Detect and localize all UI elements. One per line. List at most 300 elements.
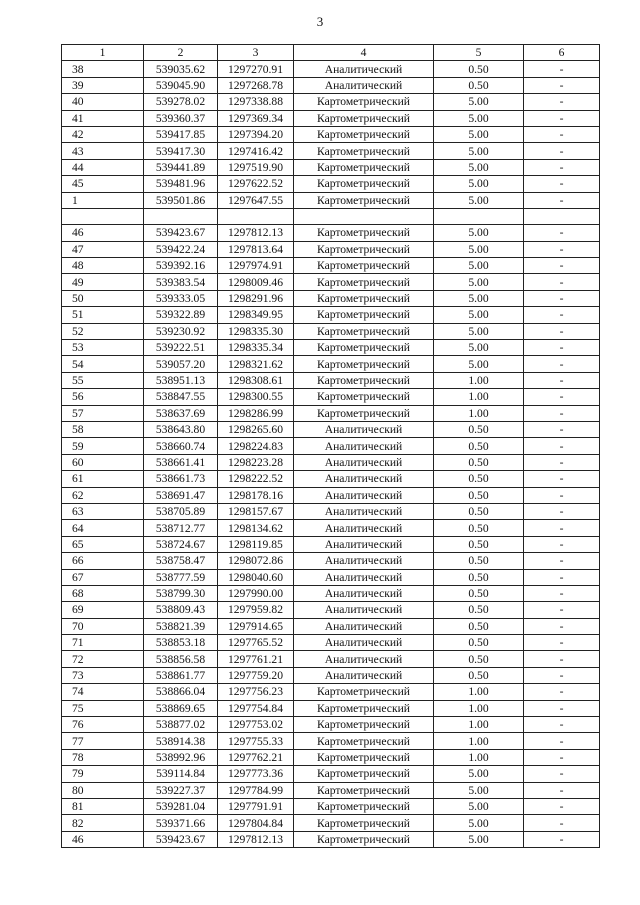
table-row	[62, 405, 600, 421]
note-cell: -	[524, 241, 600, 257]
point-number-cell: 78	[62, 749, 144, 765]
y-coordinate-cell: 1297369.34	[218, 110, 294, 126]
point-number-cell: 75	[62, 700, 144, 716]
note-cell: -	[524, 766, 600, 782]
point-number-cell: 74	[62, 684, 144, 700]
table-row	[62, 290, 600, 306]
accuracy-cell: 5.00	[434, 766, 524, 782]
accuracy-cell: 5.00	[434, 143, 524, 159]
point-number-cell: 62	[62, 487, 144, 503]
point-number-cell: 43	[62, 143, 144, 159]
note-cell: -	[524, 405, 600, 421]
point-number-cell: 57	[62, 405, 144, 421]
method-cell: Картометрический	[294, 290, 434, 306]
x-coordinate-cell: 539417.30	[144, 143, 218, 159]
method-cell: Картометрический	[294, 733, 434, 749]
method-cell: Картометрический	[294, 831, 434, 847]
point-number-cell: 72	[62, 651, 144, 667]
note-cell: -	[524, 717, 600, 733]
x-coordinate-cell: 539035.62	[144, 61, 218, 77]
point-number-cell: 53	[62, 340, 144, 356]
accuracy-cell: 0.50	[434, 61, 524, 77]
method-cell: Аналитический	[294, 667, 434, 683]
accuracy-cell: 5.00	[434, 340, 524, 356]
method-cell: Картометрический	[294, 143, 434, 159]
note-cell: -	[524, 667, 600, 683]
point-number-cell: 54	[62, 356, 144, 372]
accuracy-cell: 5.00	[434, 307, 524, 323]
accuracy-cell: 1.00	[434, 700, 524, 716]
y-coordinate-cell: 1297791.91	[218, 798, 294, 814]
y-coordinate-cell: 1298009.46	[218, 274, 294, 290]
note-cell: -	[524, 487, 600, 503]
table-row	[62, 389, 600, 405]
note-cell: -	[524, 733, 600, 749]
method-cell: Картометрический	[294, 126, 434, 142]
x-coordinate-cell: 538661.73	[144, 471, 218, 487]
y-coordinate-cell: 1297804.84	[218, 815, 294, 831]
accuracy-cell: 1.00	[434, 389, 524, 405]
note-cell: -	[524, 77, 600, 93]
accuracy-cell: 0.50	[434, 421, 524, 437]
point-number-cell: 41	[62, 110, 144, 126]
point-number-cell: 48	[62, 258, 144, 274]
method-cell: Аналитический	[294, 77, 434, 93]
y-coordinate-cell: 1298134.62	[218, 520, 294, 536]
point-number-cell: 61	[62, 471, 144, 487]
y-coordinate-cell: 1297647.55	[218, 192, 294, 208]
point-number-cell: 60	[62, 454, 144, 470]
y-coordinate-cell: 1297519.90	[218, 159, 294, 175]
y-coordinate-cell: 1297268.78	[218, 77, 294, 93]
table-row	[62, 176, 600, 192]
accuracy-cell	[434, 208, 524, 224]
y-coordinate-cell: 1297914.65	[218, 618, 294, 634]
method-cell: Картометрический	[294, 700, 434, 716]
x-coordinate-cell: 538866.04	[144, 684, 218, 700]
accuracy-cell: 5.00	[434, 94, 524, 110]
x-coordinate-cell: 539423.67	[144, 225, 218, 241]
x-coordinate-cell: 538777.59	[144, 569, 218, 585]
method-cell: Картометрический	[294, 340, 434, 356]
accuracy-cell: 0.50	[434, 569, 524, 585]
point-number-cell: 51	[62, 307, 144, 323]
method-cell: Аналитический	[294, 553, 434, 569]
accuracy-cell: 5.00	[434, 192, 524, 208]
table-row	[62, 61, 600, 77]
x-coordinate-cell: 539501.86	[144, 192, 218, 208]
table-row	[62, 553, 600, 569]
y-coordinate-cell: 1298335.30	[218, 323, 294, 339]
x-coordinate-cell: 538853.18	[144, 635, 218, 651]
y-coordinate-cell: 1297765.52	[218, 635, 294, 651]
method-cell: Картометрический	[294, 356, 434, 372]
point-number-cell: 47	[62, 241, 144, 257]
note-cell: -	[524, 307, 600, 323]
y-coordinate-cell: 1297812.13	[218, 225, 294, 241]
table-row	[62, 782, 600, 798]
table-row	[62, 94, 600, 110]
x-coordinate-cell: 538951.13	[144, 372, 218, 388]
note-cell: -	[524, 782, 600, 798]
x-coordinate-cell: 539441.89	[144, 159, 218, 175]
point-number-cell: 55	[62, 372, 144, 388]
x-coordinate-cell: 538877.02	[144, 717, 218, 733]
y-coordinate-cell: 1298321.62	[218, 356, 294, 372]
table-row	[62, 700, 600, 716]
y-coordinate-cell: 1297759.20	[218, 667, 294, 683]
table-row	[62, 602, 600, 618]
accuracy-cell: 0.50	[434, 651, 524, 667]
x-coordinate-cell: 538861.77	[144, 667, 218, 683]
note-cell: -	[524, 585, 600, 601]
point-number-cell: 38	[62, 61, 144, 77]
table-row	[62, 208, 600, 224]
x-coordinate-cell: 538712.77	[144, 520, 218, 536]
y-coordinate-cell	[218, 208, 294, 224]
accuracy-cell: 0.50	[434, 667, 524, 683]
method-cell: Картометрический	[294, 258, 434, 274]
table-row	[62, 815, 600, 831]
point-number-cell: 49	[62, 274, 144, 290]
x-coordinate-cell: 538643.80	[144, 421, 218, 437]
point-number-cell: 42	[62, 126, 144, 142]
table-row	[62, 651, 600, 667]
accuracy-cell: 5.00	[434, 274, 524, 290]
note-cell: -	[524, 61, 600, 77]
method-cell: Аналитический	[294, 618, 434, 634]
header-cell: 1	[62, 45, 144, 61]
accuracy-cell: 0.50	[434, 536, 524, 552]
method-cell: Картометрический	[294, 323, 434, 339]
accuracy-cell: 5.00	[434, 241, 524, 257]
method-cell: Аналитический	[294, 585, 434, 601]
note-cell: -	[524, 176, 600, 192]
x-coordinate-cell: 539371.66	[144, 815, 218, 831]
x-coordinate-cell: 539392.16	[144, 258, 218, 274]
y-coordinate-cell: 1297761.21	[218, 651, 294, 667]
y-coordinate-cell: 1298291.96	[218, 290, 294, 306]
note-cell: -	[524, 389, 600, 405]
note-cell: -	[524, 340, 600, 356]
point-number-cell: 1	[62, 192, 144, 208]
table-row	[62, 258, 600, 274]
x-coordinate-cell: 538809.43	[144, 602, 218, 618]
header-cell: 2	[144, 45, 218, 61]
x-coordinate-cell: 538799.30	[144, 585, 218, 601]
point-number-cell: 70	[62, 618, 144, 634]
table-row	[62, 323, 600, 339]
x-coordinate-cell: 539045.90	[144, 77, 218, 93]
table-row	[62, 536, 600, 552]
header-cell: 4	[294, 45, 434, 61]
y-coordinate-cell: 1298265.60	[218, 421, 294, 437]
y-coordinate-cell: 1297959.82	[218, 602, 294, 618]
y-coordinate-cell: 1297754.84	[218, 700, 294, 716]
y-coordinate-cell: 1297270.91	[218, 61, 294, 77]
table-row	[62, 503, 600, 519]
x-coordinate-cell: 538914.38	[144, 733, 218, 749]
y-coordinate-cell: 1298349.95	[218, 307, 294, 323]
y-coordinate-cell: 1297784.99	[218, 782, 294, 798]
y-coordinate-cell: 1297753.02	[218, 717, 294, 733]
note-cell: -	[524, 225, 600, 241]
note-cell: -	[524, 684, 600, 700]
note-cell: -	[524, 356, 600, 372]
page-number: 3	[316, 14, 324, 29]
x-coordinate-cell: 538992.96	[144, 749, 218, 765]
method-cell: Аналитический	[294, 438, 434, 454]
table-row	[62, 340, 600, 356]
table-row	[62, 831, 600, 847]
method-cell	[294, 208, 434, 224]
point-number-cell: 46	[62, 225, 144, 241]
note-cell: -	[524, 421, 600, 437]
point-number-cell: 45	[62, 176, 144, 192]
y-coordinate-cell: 1297773.36	[218, 766, 294, 782]
table-row	[62, 618, 600, 634]
method-cell: Картометрический	[294, 782, 434, 798]
point-number-cell: 63	[62, 503, 144, 519]
table-row	[62, 684, 600, 700]
x-coordinate-cell: 538869.65	[144, 700, 218, 716]
x-coordinate-cell: 539278.02	[144, 94, 218, 110]
method-cell: Картометрический	[294, 159, 434, 175]
note-cell: -	[524, 143, 600, 159]
table-header-row	[62, 45, 600, 61]
x-coordinate-cell: 539481.96	[144, 176, 218, 192]
note-cell	[524, 208, 600, 224]
accuracy-cell: 1.00	[434, 405, 524, 421]
point-number-cell: 66	[62, 553, 144, 569]
y-coordinate-cell: 1298308.61	[218, 372, 294, 388]
y-coordinate-cell: 1297974.91	[218, 258, 294, 274]
y-coordinate-cell: 1298157.67	[218, 503, 294, 519]
x-coordinate-cell: 538660.74	[144, 438, 218, 454]
accuracy-cell: 5.00	[434, 831, 524, 847]
method-cell: Аналитический	[294, 421, 434, 437]
note-cell: -	[524, 749, 600, 765]
note-cell: -	[524, 569, 600, 585]
point-number-cell: 77	[62, 733, 144, 749]
accuracy-cell: 5.00	[434, 323, 524, 339]
point-number-cell: 68	[62, 585, 144, 601]
note-cell: -	[524, 438, 600, 454]
accuracy-cell: 0.50	[434, 618, 524, 634]
x-coordinate-cell	[144, 208, 218, 224]
y-coordinate-cell: 1297812.13	[218, 831, 294, 847]
accuracy-cell: 5.00	[434, 258, 524, 274]
y-coordinate-cell: 1298222.52	[218, 471, 294, 487]
accuracy-cell: 5.00	[434, 798, 524, 814]
y-coordinate-cell: 1298224.83	[218, 438, 294, 454]
method-cell: Картометрический	[294, 274, 434, 290]
table-row	[62, 635, 600, 651]
y-coordinate-cell: 1297755.33	[218, 733, 294, 749]
note-cell: -	[524, 798, 600, 814]
point-number-cell: 73	[62, 667, 144, 683]
note-cell: -	[524, 536, 600, 552]
note-cell: -	[524, 815, 600, 831]
accuracy-cell: 0.50	[434, 520, 524, 536]
x-coordinate-cell: 538637.69	[144, 405, 218, 421]
method-cell: Картометрический	[294, 307, 434, 323]
method-cell: Картометрический	[294, 225, 434, 241]
method-cell: Аналитический	[294, 487, 434, 503]
table-row	[62, 421, 600, 437]
header-cell: 5	[434, 45, 524, 61]
method-cell: Аналитический	[294, 471, 434, 487]
x-coordinate-cell: 539422.24	[144, 241, 218, 257]
accuracy-cell: 0.50	[434, 454, 524, 470]
point-number-cell: 44	[62, 159, 144, 175]
method-cell: Картометрический	[294, 372, 434, 388]
accuracy-cell: 5.00	[434, 782, 524, 798]
accuracy-cell: 0.50	[434, 471, 524, 487]
accuracy-cell: 0.50	[434, 438, 524, 454]
x-coordinate-cell: 539417.85	[144, 126, 218, 142]
y-coordinate-cell: 1297338.88	[218, 94, 294, 110]
note-cell: -	[524, 290, 600, 306]
point-number-cell: 56	[62, 389, 144, 405]
point-number-cell: 65	[62, 536, 144, 552]
x-coordinate-cell: 538758.47	[144, 553, 218, 569]
table-row	[62, 569, 600, 585]
x-coordinate-cell: 539227.37	[144, 782, 218, 798]
table-row	[62, 225, 600, 241]
method-cell: Картометрический	[294, 766, 434, 782]
point-number-cell: 76	[62, 717, 144, 733]
accuracy-cell: 0.50	[434, 585, 524, 601]
x-coordinate-cell: 539360.37	[144, 110, 218, 126]
method-cell: Картометрический	[294, 110, 434, 126]
x-coordinate-cell: 538705.89	[144, 503, 218, 519]
method-cell: Картометрический	[294, 389, 434, 405]
point-number-cell: 82	[62, 815, 144, 831]
x-coordinate-cell: 539057.20	[144, 356, 218, 372]
method-cell: Аналитический	[294, 651, 434, 667]
table-row	[62, 159, 600, 175]
table-row	[62, 143, 600, 159]
point-number-cell: 52	[62, 323, 144, 339]
x-coordinate-cell: 539383.54	[144, 274, 218, 290]
x-coordinate-cell: 538847.55	[144, 389, 218, 405]
x-coordinate-cell: 539222.51	[144, 340, 218, 356]
accuracy-cell: 5.00	[434, 126, 524, 142]
y-coordinate-cell: 1298072.86	[218, 553, 294, 569]
table-row	[62, 307, 600, 323]
y-coordinate-cell: 1297762.21	[218, 749, 294, 765]
accuracy-cell: 1.00	[434, 684, 524, 700]
accuracy-cell: 1.00	[434, 717, 524, 733]
point-number-cell: 71	[62, 635, 144, 651]
accuracy-cell: 0.50	[434, 602, 524, 618]
accuracy-cell: 5.00	[434, 225, 524, 241]
note-cell: -	[524, 503, 600, 519]
point-number-cell: 69	[62, 602, 144, 618]
point-number-cell: 40	[62, 94, 144, 110]
note-cell: -	[524, 110, 600, 126]
table-row	[62, 717, 600, 733]
note-cell: -	[524, 700, 600, 716]
note-cell: -	[524, 553, 600, 569]
x-coordinate-cell: 538856.58	[144, 651, 218, 667]
note-cell: -	[524, 602, 600, 618]
accuracy-cell: 0.50	[434, 553, 524, 569]
accuracy-cell: 5.00	[434, 356, 524, 372]
table-row	[62, 77, 600, 93]
y-coordinate-cell: 1298335.34	[218, 340, 294, 356]
y-coordinate-cell: 1297756.23	[218, 684, 294, 700]
table-row	[62, 438, 600, 454]
table-row	[62, 798, 600, 814]
note-cell: -	[524, 192, 600, 208]
point-number-cell: 80	[62, 782, 144, 798]
method-cell: Картометрический	[294, 749, 434, 765]
table-row	[62, 471, 600, 487]
y-coordinate-cell: 1297416.42	[218, 143, 294, 159]
table-row	[62, 585, 600, 601]
table-row	[62, 110, 600, 126]
x-coordinate-cell: 539322.89	[144, 307, 218, 323]
note-cell: -	[524, 618, 600, 634]
table-row	[62, 667, 600, 683]
y-coordinate-cell: 1298300.55	[218, 389, 294, 405]
accuracy-cell: 0.50	[434, 77, 524, 93]
y-coordinate-cell: 1298040.60	[218, 569, 294, 585]
note-cell: -	[524, 126, 600, 142]
x-coordinate-cell: 538821.39	[144, 618, 218, 634]
point-number-cell: 39	[62, 77, 144, 93]
method-cell: Картометрический	[294, 798, 434, 814]
y-coordinate-cell: 1298286.99	[218, 405, 294, 421]
note-cell: -	[524, 258, 600, 274]
table-row	[62, 454, 600, 470]
point-number-cell: 67	[62, 569, 144, 585]
y-coordinate-cell: 1298119.85	[218, 536, 294, 552]
note-cell: -	[524, 323, 600, 339]
method-cell: Картометрический	[294, 684, 434, 700]
table-body	[62, 45, 600, 848]
x-coordinate-cell: 538661.41	[144, 454, 218, 470]
accuracy-cell: 5.00	[434, 815, 524, 831]
coordinates-table	[61, 44, 600, 848]
table-row	[62, 356, 600, 372]
method-cell: Картометрический	[294, 717, 434, 733]
table-row	[62, 192, 600, 208]
table-row	[62, 766, 600, 782]
y-coordinate-cell: 1298223.28	[218, 454, 294, 470]
y-coordinate-cell: 1297622.52	[218, 176, 294, 192]
accuracy-cell: 5.00	[434, 290, 524, 306]
method-cell: Картометрический	[294, 405, 434, 421]
x-coordinate-cell: 539333.05	[144, 290, 218, 306]
y-coordinate-cell: 1298178.16	[218, 487, 294, 503]
method-cell: Аналитический	[294, 569, 434, 585]
point-number-cell: 58	[62, 421, 144, 437]
method-cell: Картометрический	[294, 176, 434, 192]
method-cell: Аналитический	[294, 503, 434, 519]
note-cell: -	[524, 831, 600, 847]
method-cell: Аналитический	[294, 635, 434, 651]
point-number-cell: 59	[62, 438, 144, 454]
method-cell: Аналитический	[294, 454, 434, 470]
y-coordinate-cell: 1297813.64	[218, 241, 294, 257]
accuracy-cell: 5.00	[434, 176, 524, 192]
point-number-cell	[62, 208, 144, 224]
x-coordinate-cell: 538691.47	[144, 487, 218, 503]
note-cell: -	[524, 94, 600, 110]
